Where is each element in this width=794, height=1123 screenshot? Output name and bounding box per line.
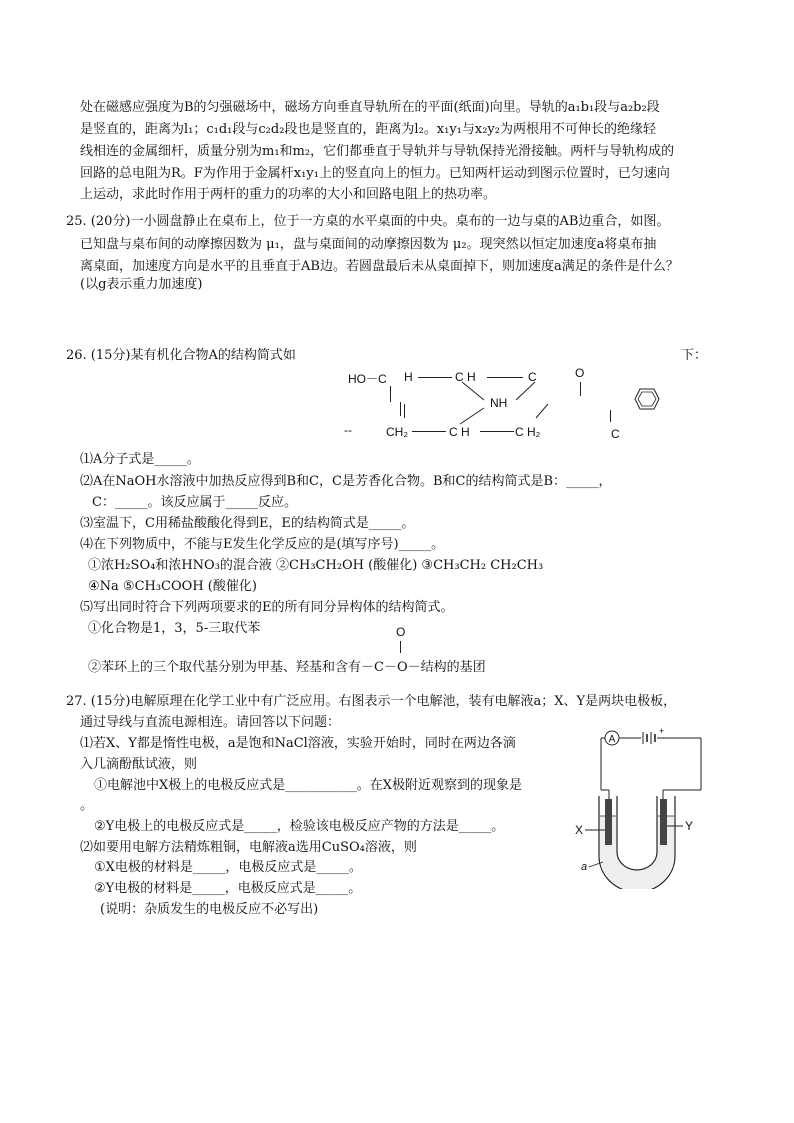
bond-line <box>400 641 401 653</box>
physics-line-5: 上运动，求此时作用于两杆的重力的功率的大小和回路电阻上的热功率。 <box>80 187 497 202</box>
q26-intro-tail: 下： <box>681 348 708 363</box>
benzene-ring-icon <box>634 388 660 410</box>
q26-sub-5a: ①化合物是1，3，5-三取代苯 <box>88 621 261 636</box>
q27-line-10: ②Y电极的材料是_____，电极反应式是_____。 <box>94 881 362 896</box>
struct-ch2-2: C H₂ <box>515 425 541 439</box>
physics-line-1: 处在磁感应强度为B的匀强磁场中，磁场方向垂直导轨所在的平面(纸面)向里。导轨的a₁b₁段与a₂b₂段 <box>80 100 660 115</box>
struct-c-right: C <box>528 370 537 384</box>
bond-line <box>390 386 391 402</box>
physics-line-4: 回路的总电阻为R。F为作用于金属杆x₁y₁上的竖直向上的恒力。已知两杆运动到图示位置时，已匀速向 <box>80 166 670 181</box>
q25-line-2: 已知盘与桌布间的动摩擦因数为 μ₁，盘与桌面间的动摩擦因数为 μ₂。现突然以恒定加速度a将桌布抽 <box>80 237 657 252</box>
q27-line-4: 入几滴酚酞试液，则 <box>80 757 198 772</box>
bond-line <box>580 382 581 396</box>
q26-sub-5b: ②苯环上的三个取代基分别为甲基、羟基和含有－C－O－结构的基团 <box>88 660 486 675</box>
q26-sub-1: ⑴A分子式是_____。 <box>80 452 200 467</box>
q27-line-5: ①电解池中X极上的电极反应式是___________。在X极附近观察到的现象是 <box>94 778 523 793</box>
ammeter-label: A <box>608 734 616 745</box>
q26-sub-2b: C：_____。该反应属于_____反应。 <box>92 495 297 510</box>
q26-sub-3: ⑶室温下，C用稀盐酸酸化得到E，E的结构简式是_____。 <box>80 516 415 531</box>
q27-line-6: 。 <box>80 798 94 813</box>
q27-line-9: ①X电极的材料是_____，电极反应式是_____。 <box>94 860 362 875</box>
q26-intro: 26. (15分)某有机化合物A的结构简式如 <box>66 348 296 363</box>
q26-sub-2a: ⑵A在NaOH水溶液中加热反应得到B和C，C是芳香化合物。B和C的结构简式是B：_____， <box>80 474 612 489</box>
physics-line-3: 线相连的金属细杆，质量分别为m₁和m₂，它们都垂直于导轨并与导轨保持光滑接触。两杆与导轨构成的 <box>80 144 675 159</box>
struct-hoc: HO－C <box>348 372 387 386</box>
q26-sub-4: ⑷在下列物质中，不能与E发生化学反应的是(填写序号)_____。 <box>80 537 445 552</box>
struct-h1: H <box>404 370 413 384</box>
q26-sub-4-options-a: ①浓H₂SO₄和浓HNO₃的混合液 ②CH₃CH₂OH (酸催化) ③CH₃CH₂ CH₂CH₃ <box>88 558 544 573</box>
bond-line <box>400 402 401 416</box>
bond-line <box>480 431 514 432</box>
q27-line-11: (说明：杂质发生的电极反应不必写出) <box>100 902 319 917</box>
q27-line-2: 通过导线与直流电源相连。请回答以下问题： <box>80 715 341 730</box>
q26-sub-4-options-b: ④Na ⑤CH₃COOH (酸催化) <box>88 579 257 594</box>
electrolysis-cell-diagram <box>565 724 725 889</box>
bond-line <box>610 410 611 422</box>
struct-o: O <box>575 366 585 380</box>
struct-ch2-1: CH₂ <box>386 425 408 439</box>
q27-line-1: 27. (15分)电解原理在化学工业中有广泛应用。右图表示一个电解池，装有电解液a；X、Y是两块电极板， <box>66 694 677 709</box>
electrode-y <box>660 799 667 845</box>
q26-sub-5: ⑸写出同时符合下列两项要求的E的所有同分异构体的结构简式。 <box>80 600 454 615</box>
bond-line <box>412 431 446 432</box>
q27-line-7: ②Y电极上的电极反应式是_____，检验该电极反应产物的方法是_____。 <box>94 819 505 834</box>
q25-line-4: (以g表示重力加速度) <box>80 277 203 292</box>
bond-line <box>404 404 405 418</box>
physics-line-2: 是竖直的，距离为l₁；c₁d₁段与c₂d₂段也是竖直的，距离为l₂。x₁y₁与x₂y₂为两根用不可伸长的绝缘轻 <box>80 122 656 137</box>
label-y: Y <box>685 819 694 833</box>
plus-label: + <box>659 726 665 736</box>
electrode-x <box>605 799 612 845</box>
struct-ch2: C H <box>449 425 470 439</box>
q27-line-3: ⑴若X、Y都是惰性电极，a是饱和NaCl溶液，实验开始时，同时在两边各滴 <box>80 736 516 751</box>
q26-sub-5-o: O <box>396 625 406 639</box>
q25-line-1: 25. (20分)一小圆盘静止在桌布上，位于一方桌的水平桌面的中央。桌布的一边与桌的AB边重合，如图。 <box>66 214 670 229</box>
struct-ch1: C H <box>455 370 476 384</box>
label-x: X <box>575 823 584 837</box>
q25-line-3: 离桌面，加速度方向是水平的且垂直于AB边。若圆盘最后未从桌面掉下，则加速度a满足的条件是什么？ <box>80 259 679 274</box>
label-a: a <box>581 861 588 873</box>
struct-nh: NH <box>490 396 508 410</box>
struct-dash: -- <box>344 423 352 437</box>
q27-line-8: ⑵如要用电解方法精炼粗铜，电解液a选用CuSO₄溶液，则 <box>80 840 417 855</box>
struct-c-low: C <box>611 427 620 441</box>
